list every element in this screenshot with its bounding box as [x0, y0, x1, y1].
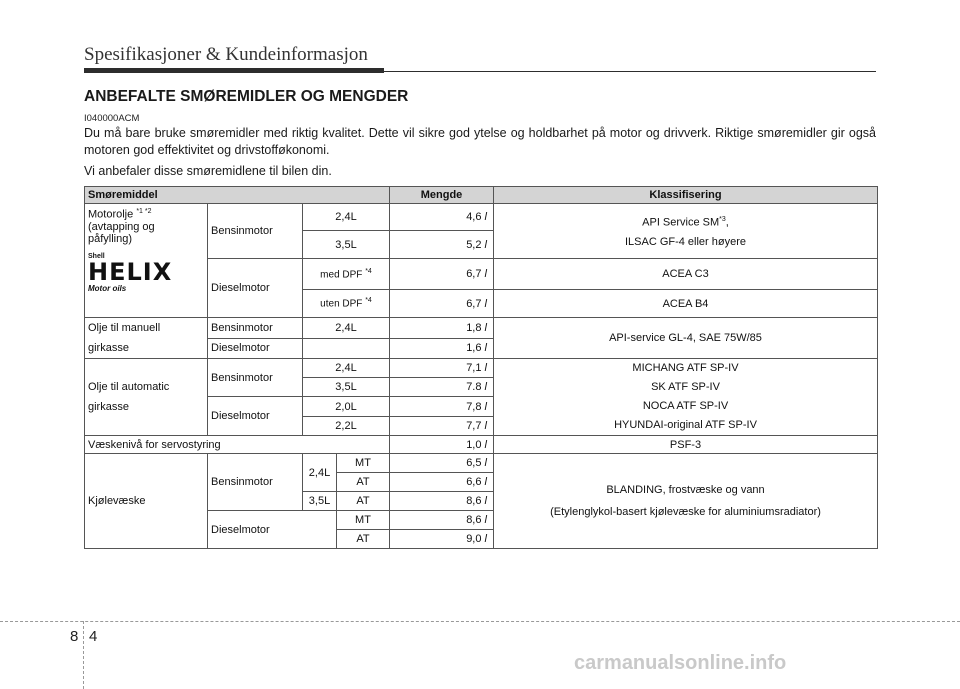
section-header: Spesifikasjoner & Kundeinformasjon: [84, 44, 368, 65]
manual-class: API-service GL-4, SAE 75W/85: [494, 318, 878, 359]
watermark: carmanualsonline.info: [574, 652, 787, 674]
document-code: I040000ACM: [84, 113, 140, 124]
page-title: ANBEFALTE SMØREMIDLER OG MENGDER: [84, 88, 409, 105]
footer-vertical-divider: [83, 621, 84, 689]
shell-helix-logo: [88, 253, 204, 293]
steering-qty: 1,0 l: [390, 436, 494, 454]
oil-p1-engine: 2,4L: [303, 204, 390, 231]
oil-d1-engine: med DPF $^{*4}$: [303, 259, 390, 290]
engine-oil-label: Motorolje: [88, 208, 134, 221]
coolant-petrol-label: Bensinmotor: [208, 454, 303, 511]
engine-oil-sup: *1 *2: [136, 208, 152, 215]
oil-d1-qty: 6,7 l: [390, 259, 494, 290]
engine-oil-cell: [85, 204, 208, 318]
engine-oil-note2: påfylling): [88, 232, 133, 245]
coolant-diesel-label: Dieselmotor: [208, 511, 337, 549]
manual-diesel-label: Dieselmotor: [208, 338, 303, 359]
auto-qty: 7,8 l: [390, 397, 494, 417]
oil-petrol-label: Bensinmotor: [208, 204, 303, 259]
coolant-qty: 6,6 l: [390, 473, 494, 492]
steering-class: PSF-3: [494, 436, 878, 454]
logo-motor-oils-text: Motor oils: [88, 283, 127, 293]
oil-diesel-label: Dieselmotor: [208, 259, 303, 318]
oil-p1-qty: 4,6 l: [390, 204, 494, 231]
auto-engine: 3,5L: [303, 378, 390, 397]
header-classification: Klassifisering: [494, 187, 878, 204]
manual-d-qty: 1,6 l: [390, 338, 494, 359]
table-header-row: [85, 187, 878, 204]
auto-class: MICHANG ATF SP-IV SK ATF SP-IV NOCA ATF SP-IV HYUNDAI-original ATF SP-IV: [494, 359, 878, 436]
manual-d-engine: [303, 338, 390, 359]
footer-divider: [0, 621, 960, 622]
auto-engine: 2,4L: [303, 359, 390, 378]
oil-p2-qty: 5,2 l: [390, 231, 494, 259]
coolant-qty: 6,5 l: [390, 454, 494, 473]
logo-shell-text: Shell: [88, 252, 105, 260]
coolant-24-engine: 2,4L: [303, 454, 337, 492]
manual-p-engine: 2,4L: [303, 318, 390, 339]
auto-engine: 2,2L: [303, 417, 390, 436]
page-number-left: 8: [70, 628, 79, 645]
intro-paragraph: Du må bare bruke smøremidler med riktig kvalitet. Dette vil sikre god ytelse og holdbarhet på motor og drivverk. Riktige smøremidler gir også motoren god effektivitet og drivstofføkonomi.: [84, 126, 876, 157]
lubricant-table: [84, 186, 878, 549]
oil-d2-class: ACEA B4: [494, 290, 878, 318]
oil-petrol-class: API Service SM$^{*3}$, ILSAC GF-4 eller høyere: [494, 204, 878, 259]
oil-p2-engine: 3,5L: [303, 231, 390, 259]
manual-petrol-label: Bensinmotor: [208, 318, 303, 339]
table-row: [85, 318, 878, 339]
recommend-paragraph: Vi anbefaler disse smøremidlene til bilen din.: [84, 164, 332, 178]
page-number-right: 4: [89, 628, 98, 645]
header-line: [84, 71, 876, 72]
coolant-qty: 8,6 l: [390, 492, 494, 511]
auto-qty: 7.8 l: [390, 378, 494, 397]
auto-qty: 7,7 l: [390, 417, 494, 436]
manual-p-qty: 1,8 l: [390, 318, 494, 339]
oil-d2-engine: uten DPF $^{*4}$: [303, 290, 390, 318]
coolant-label: Kjølevæske: [85, 454, 208, 549]
coolant-class: BLANDING, frostvæske og vann (Etylenglykol-basert kjølevæske for aluminiumsradiator): [494, 454, 878, 549]
engine-oil-note1: (avtapping og: [88, 220, 155, 233]
table-row: [85, 359, 878, 378]
coolant-trans: MT: [337, 454, 390, 473]
steering-label: Væskenivå for servostyring: [85, 436, 390, 454]
coolant-qty: 8,6 l: [390, 511, 494, 530]
table-row: [85, 204, 878, 231]
table-row: [85, 454, 878, 473]
manual-trans-label: Olje til manuell girkasse: [85, 318, 208, 359]
coolant-qty: 9,0 l: [390, 530, 494, 549]
auto-engine: 2,0L: [303, 397, 390, 417]
auto-petrol-label: Bensinmotor: [208, 359, 303, 397]
coolant-trans: MT: [337, 511, 390, 530]
table-row: [85, 436, 878, 454]
header-lubricant: Smøremiddel: [85, 187, 390, 204]
oil-d1-class: ACEA C3: [494, 259, 878, 290]
header-quantity: Mengde: [390, 187, 494, 204]
auto-qty: 7,1 l: [390, 359, 494, 378]
oil-d2-qty: 6,7 l: [390, 290, 494, 318]
coolant-trans: AT: [337, 492, 390, 511]
coolant-trans: AT: [337, 530, 390, 549]
coolant-trans: AT: [337, 473, 390, 492]
coolant-35-engine: 3,5L: [303, 492, 337, 511]
logo-helix-text: HELIX: [88, 257, 173, 286]
auto-diesel-label: Dieselmotor: [208, 397, 303, 436]
auto-trans-label: Olje til automatic girkasse: [85, 359, 208, 436]
